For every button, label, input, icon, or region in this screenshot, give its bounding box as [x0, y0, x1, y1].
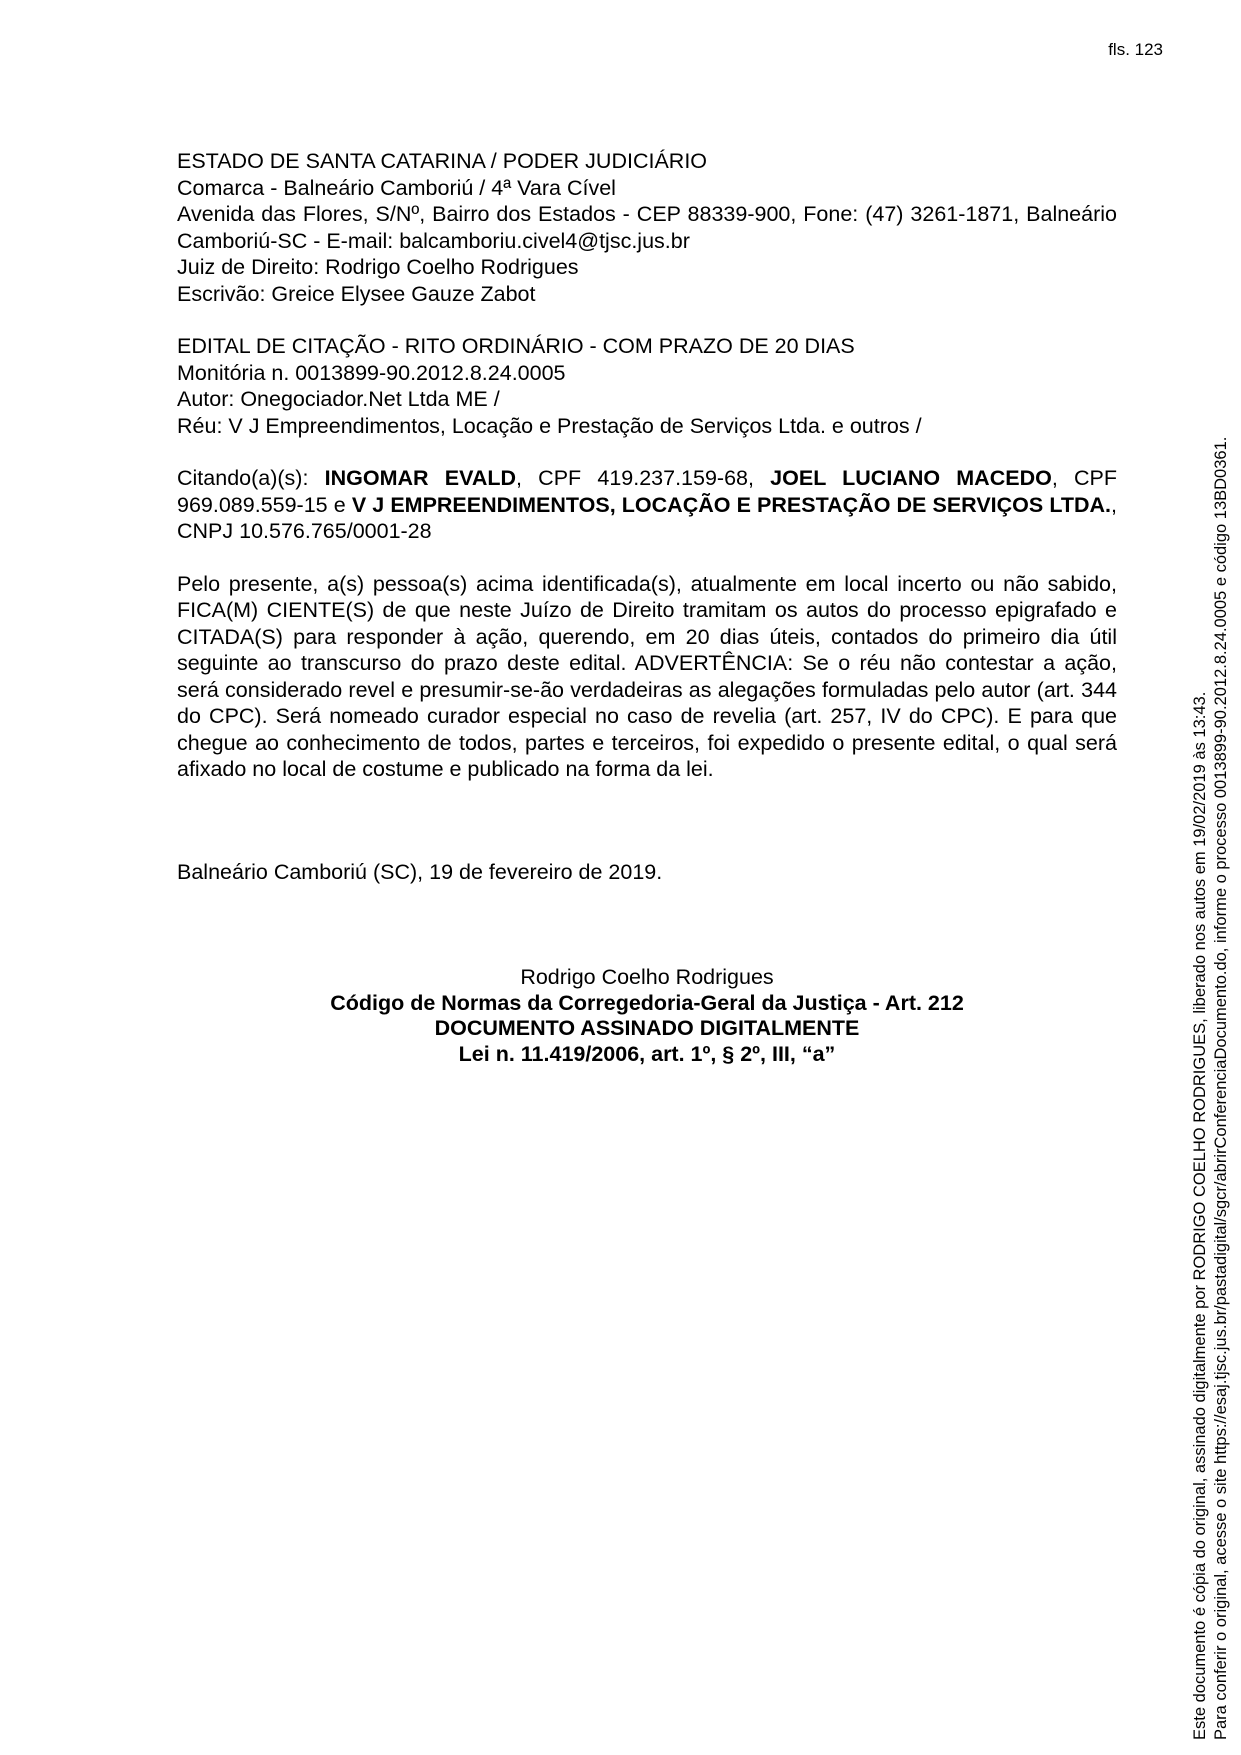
- document-body: [177, 148, 1117, 783]
- citandos-prefix: Citando(a)(s):: [177, 466, 325, 490]
- header-court-line: Comarca - Balneário Camboriú / 4ª Vara Cível: [177, 175, 616, 200]
- citando-cnpj: , CNPJ 10.576.765/0001-28: [177, 492, 1118, 543]
- header-address: Avenida das Flores, S/Nº, Bairro dos Estados - CEP 88339-900, Fone: (47) 3261-1871, Balneário Camboriú-SC - E-mail: balcamboriu.civel4@tjsc.jus.br: [177, 202, 1117, 253]
- side-note-line-2: Para conferir o original, acesse o site https://esaj.tjsc.jus.br/pastadigital/sgcr/abrirConferenciaDocumento.do, informe o processo 0013899-90.2012.8.24.0005 e código 13BD0361.: [1212, 436, 1230, 1740]
- case-number: Monitória n. 0013899-90.2012.8.24.0005: [177, 360, 566, 385]
- citando-cpf-1: , CPF 419.237.159-68,: [516, 466, 771, 490]
- citando-name-1: INGOMAR EVALD: [324, 466, 516, 490]
- citandos-paragraph: [177, 465, 1117, 545]
- signature-block: [177, 965, 1117, 1067]
- signer-name: Rodrigo Coelho Rodrigues: [520, 965, 774, 989]
- signature-digital: DOCUMENTO ASSINADO DIGITALMENTE: [434, 1016, 860, 1040]
- citando-cpf-2: , CPF 969.089.559-15 e: [177, 466, 1117, 517]
- citando-name-3: V J EMPREENDIMENTOS, LOCAÇÃO E PRESTAÇÃO DE SERVIÇOS LTDA.: [351, 492, 1112, 517]
- page-number: fls. 123: [1108, 40, 1163, 59]
- edital-info: [177, 333, 1117, 439]
- header-state-line: ESTADO DE SANTA CATARINA / PODER JUDICIÁRIO: [177, 149, 708, 173]
- signature-law: Lei n. 11.419/2006, art. 1º, § 2º, III, “a”: [458, 1041, 836, 1066]
- verification-side-note: [1190, 120, 1232, 1740]
- court-header: [177, 148, 1117, 307]
- place-date: Balneário Camboriú (SC), 19 de fevereiro de 2019.: [177, 860, 663, 884]
- defendant: Réu: V J Empreendimentos, Locação e Prestação de Serviços Ltda. e outros /: [177, 413, 922, 438]
- side-note-line-1: Este documento é cópia do original, assinado digitalmente por RODRIGO COELHO RODRIGUES, liberado nos autos em 19/02/2019 às 13:43.: [1191, 691, 1209, 1740]
- citando-name-2: JOEL LUCIANO MACEDO: [770, 466, 1052, 490]
- body-paragraph: Pelo presente, a(s) pessoa(s) acima identificada(s), atualmente em local incerto ou não sabido, FICA(M) CIENTE(S) de que neste Juízo de Direito tramitam os autos do processo epigrafado e CITADA(S) para responder à ação, querendo, em 20 dias úteis, contados do primeiro dia útil seguinte ao transcurso do prazo deste edital. ADVERTÊNCIA: Se o réu não contestar a ação, será considerado revel e presumir-se-ão verdadeiras as alegações formuladas pelo autor (art. 344 do CPC). Será nomeado curador especial no caso de revelia (art. 257, IV do CPC). E para que chegue ao conhecimento de todos, partes e terceiros, foi expedido o presente edital, o qual será afixado no local de costume e publicado na forma da lei.: [177, 571, 1117, 781]
- edital-title: EDITAL DE CITAÇÃO - RITO ORDINÁRIO - COM PRAZO DE 20 DIAS: [177, 334, 855, 358]
- header-clerk: Escrivão: Greice Elysee Gauze Zabot: [177, 281, 536, 306]
- header-judge: Juiz de Direito: Rodrigo Coelho Rodrigues: [177, 255, 579, 279]
- signature-norms: Código de Normas da Corregedoria-Geral da Justiça - Art. 212: [330, 990, 964, 1015]
- plaintiff: Autor: Onegociador.Net Ltda ME /: [177, 387, 500, 411]
